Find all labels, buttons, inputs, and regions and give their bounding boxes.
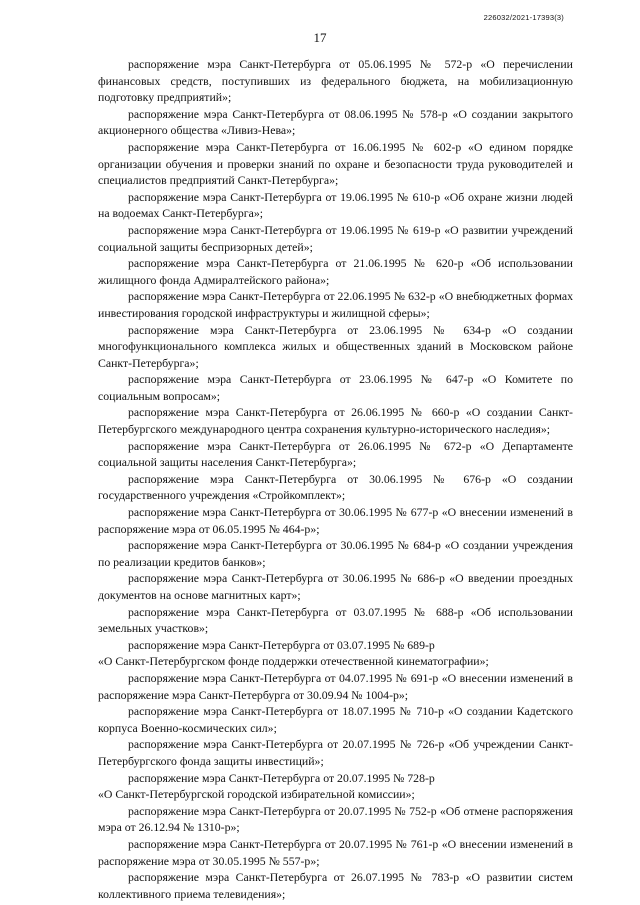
list-item: распоряжение мэра Санкт-Петербурга от 20.07.1995 № 752-р «Об отмене распоряжения мэра от 26.12.94 № 1310-р»; [98, 803, 573, 835]
list-item: распоряжение мэра Санкт-Петербурга от 03.07.1995 № 688-р «Об использовании земельных участков»; [98, 604, 573, 636]
list-item: распоряжение мэра Санкт-Петербурга от 20.07.1995 № 761-р «О внесении изменений в распоряжение мэра от 30.05.1995 № 557-р»; [98, 836, 573, 868]
list-item: распоряжение мэра Санкт-Петербурга от 26.07.1995 № 783-р «О развитии систем коллективного приема телевидения»; [98, 870, 573, 901]
list-item: распоряжение мэра Санкт-Петербурга от 04.07.1995 № 691-р «О внесении изменений в распоряжение мэра Санкт-Петербурга от 30.09.94 № 1004-р»; [98, 670, 573, 702]
list-item: распоряжение мэра Санкт-Петербурга от 21.06.1995 № 620-р «Об использовании жилищного фонда Адмиралтейского района»; [98, 256, 573, 287]
list-item: распоряжение мэра Санкт-Петербурга от 05.06.1995 № 572-р «О перечислении финансовых средств, поступивших из федерального бюджета, на мобилизационную подготовку предприятий»; [98, 57, 573, 105]
list-item: распоряжение мэра Санкт-Петербурга от 19.06.1995 № 610-р «Об охране жизни людей на водоемах Санкт-Петербурга»; [98, 189, 573, 221]
document-id: 226032/2021-17393(3) [483, 13, 564, 22]
list-item: распоряжение мэра Санкт-Петербурга от 20.07.1995 № 728-р «О Санкт-Петербургской городской избирательной комиссии»; [98, 770, 435, 802]
page-number: 17 [313, 30, 327, 45]
list-item: распоряжение мэра Санкт-Петербурга от 23.06.1995 № 647-р «О Комитете по социальным вопросам»; [98, 372, 573, 403]
list-item: распоряжение мэра Санкт-Петербурга от 03.07.1995 № 689-р «О Санкт-Петербургском фонде поддержки отечественной кинематографии»; [98, 637, 489, 669]
list-item: распоряжение мэра Санкт-Петербурга от 30.06.1995 № 684-р «О создании учреждения по реализации кредитов банков»; [98, 538, 573, 569]
list-item: распоряжение мэра Санкт-Петербурга от 19.06.1995 № 619-р «О развитии учреждений социальной защиты беспризорных детей»; [98, 222, 573, 254]
list-item: распоряжение мэра Санкт-Петербурга от 20.07.1995 № 726-р «Об учреждении Санкт-Петербургского фонда защиты инвестиций»; [98, 737, 573, 768]
list-item: распоряжение мэра Санкт-Петербурга от 08.06.1995 № 578-р «О создании закрытого акционерного общества «Ливиз-Нева»; [98, 106, 573, 138]
list-item: распоряжение мэра Санкт-Петербурга от 30.06.1995 № 677-р «О внесении изменений в распоряжение мэра от 06.05.1995 № 464-р»; [98, 505, 573, 536]
document-body [98, 56, 573, 902]
list-item: распоряжение мэра Санкт-Петербурга от 26.06.1995 № 672-р «О Департаменте социальной защиты населения Санкт-Петербурга»; [98, 438, 573, 470]
list-item: распоряжение мэра Санкт-Петербурга от 30.06.1995 № 686-р «О введении проездных документов на основе магнитных карт»; [98, 571, 573, 602]
list-item: распоряжение мэра Санкт-Петербурга от 16.06.1995 № 602-р «О едином порядке организации обучения и проверки знаний по охране и безопасности труда руководителей и специалистов предприятий Санкт-Петербурга»; [98, 139, 573, 188]
list-item: распоряжение мэра Санкт-Петербурга от 22.06.1995 № 632-р «О внебюджетных формах инвестирования городской инфраструктуры и жилищной сферы»; [98, 289, 573, 320]
list-item: распоряжение мэра Санкт-Петербурга от 26.06.1995 № 660-р «О создании Санкт-Петербургского международного центра сохранения культурно-исторического наследия»; [98, 405, 573, 437]
list-item: распоряжение мэра Санкт-Петербурга от 18.07.1995 № 710-р «О создании Кадетского корпуса Военно-космических сил»; [98, 704, 573, 735]
list-item: распоряжение мэра Санкт-Петербурга от 30.06.1995 № 676-р «О создании государственного учреждения «Стройкомплект»; [98, 471, 573, 503]
list-item: распоряжение мэра Санкт-Петербурга от 23.06.1995 № 634-р «О создании многофункционального комплекса жилых и общественных зданий в Московском районе Санкт-Петербурга»; [98, 322, 573, 370]
